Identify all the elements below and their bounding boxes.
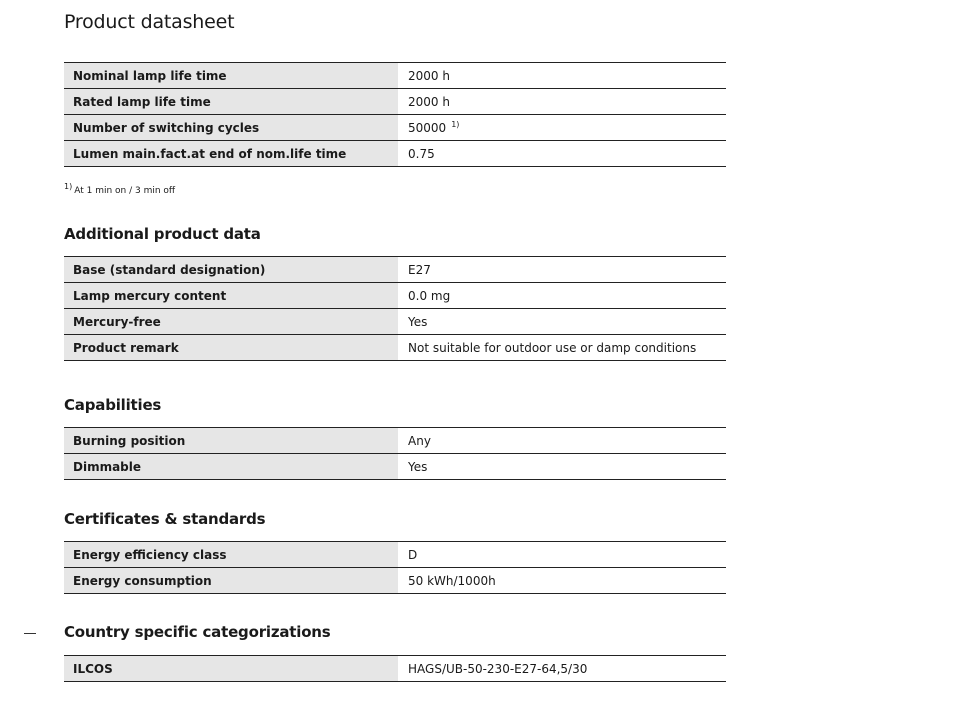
capabilities-heading: Capabilities xyxy=(64,396,162,414)
spec-value-cell xyxy=(398,115,726,141)
spec-value: Not suitable for outdoor use or damp conditions xyxy=(398,335,726,361)
footnote-reference: 1) xyxy=(451,119,460,129)
footnote-mark: 1) xyxy=(64,182,73,191)
spec-value: E27 xyxy=(398,257,726,283)
spec-value: 2000 h xyxy=(398,63,726,89)
spec-value: D xyxy=(398,542,726,568)
table-row xyxy=(64,63,726,89)
country-categorizations-heading: Country specific categorizations xyxy=(64,623,331,641)
additional-product-data-table xyxy=(64,256,726,361)
spec-value: Any xyxy=(398,428,726,454)
spec-label: Base (standard designation) xyxy=(64,257,398,283)
country-categorizations-table xyxy=(64,655,726,682)
table-row xyxy=(64,89,726,115)
table-row xyxy=(64,257,726,283)
page-title: Product datasheet xyxy=(64,11,235,33)
spec-label: Nominal lamp life time xyxy=(64,63,398,89)
lamp-life-table xyxy=(64,62,726,167)
spec-value: 0.75 xyxy=(398,141,726,167)
table-row xyxy=(64,115,726,141)
table-row xyxy=(64,454,726,480)
spec-label: Lumen main.fact.at end of nom.life time xyxy=(64,141,398,167)
footnote xyxy=(64,182,176,196)
table-row xyxy=(64,141,726,167)
capabilities-table xyxy=(64,427,726,480)
spec-label: Product remark xyxy=(64,335,398,361)
spec-label: Mercury-free xyxy=(64,309,398,335)
margin-mark xyxy=(24,633,36,634)
spec-label: Lamp mercury content xyxy=(64,283,398,309)
spec-label: Rated lamp life time xyxy=(64,89,398,115)
table-row xyxy=(64,335,726,361)
spec-value: 50000 xyxy=(408,120,447,135)
certificates-standards-table xyxy=(64,541,726,594)
footnote-text: At 1 min on / 3 min off xyxy=(74,186,176,196)
spec-value: 0.0 mg xyxy=(398,283,726,309)
spec-label: Energy efficiency class xyxy=(64,542,398,568)
spec-value: Yes xyxy=(398,454,726,480)
spec-value: Yes xyxy=(398,309,726,335)
spec-label: Number of switching cycles xyxy=(64,115,398,141)
table-row xyxy=(64,542,726,568)
spec-label: Dimmable xyxy=(64,454,398,480)
table-row xyxy=(64,309,726,335)
spec-value: 2000 h xyxy=(398,89,726,115)
spec-label: Burning position xyxy=(64,428,398,454)
spec-value: HAGS/UB-50-230-E27-64,5/30 xyxy=(398,656,726,682)
table-row xyxy=(64,656,726,682)
spec-label: Energy consumption xyxy=(64,568,398,594)
table-row xyxy=(64,568,726,594)
certificates-standards-heading: Certificates & standards xyxy=(64,510,266,528)
spec-value: 50 kWh/1000h xyxy=(398,568,726,594)
spec-label: ILCOS xyxy=(64,656,398,682)
additional-product-data-heading: Additional product data xyxy=(64,225,261,243)
table-row xyxy=(64,428,726,454)
table-row xyxy=(64,283,726,309)
